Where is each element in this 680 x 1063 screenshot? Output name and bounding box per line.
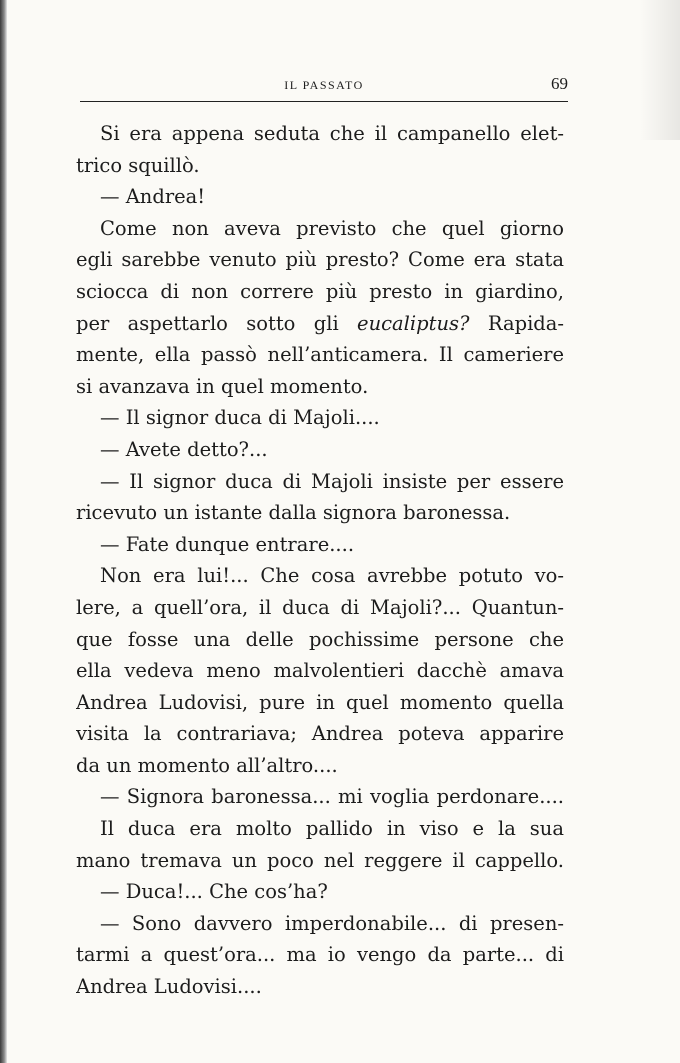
text-line: egli sarebbe venuto più presto? Come era stata bbox=[76, 248, 564, 272]
text-line: mano tremava un poco nel reggere il cappello. bbox=[76, 848, 564, 872]
text-line: trico squillò. bbox=[76, 153, 200, 177]
text-line: Andrea Ludovisi.... bbox=[76, 975, 262, 999]
text-segment: Rapida- bbox=[487, 311, 564, 335]
text-line: Il duca era molto pallido in viso e la sua bbox=[100, 817, 564, 841]
page-header bbox=[80, 70, 568, 100]
text-line: — Sono davvero imperdonabile... di presen- bbox=[100, 911, 564, 935]
text-line: si avanzava in quel momento. bbox=[76, 374, 369, 398]
text-line: — Il signor duca di Majoli.... bbox=[100, 406, 380, 430]
text-line: — Andrea! bbox=[100, 185, 206, 209]
text-line: da un momento all’altro.... bbox=[76, 753, 338, 777]
book-spine-shadow bbox=[0, 0, 7, 1063]
text-line: lere, a quell’ora, il duca di Majoli?... Quantun- bbox=[76, 595, 564, 619]
page-edge-shade bbox=[640, 0, 680, 140]
italic-word: eucaliptus? bbox=[357, 311, 470, 335]
text-line: ella vedeva meno malvolentieri dacchè amava bbox=[76, 659, 564, 683]
text-line: tarmi a quest’ora... ma io vengo da parte... di bbox=[76, 943, 564, 967]
header-rule bbox=[80, 101, 568, 102]
text-line-mixed bbox=[76, 308, 564, 340]
text-line: visita la contrariava; Andrea poteva apparire bbox=[76, 722, 564, 746]
text-line: — Il signor duca di Majoli insiste per essere bbox=[100, 469, 564, 493]
text-line: Non era lui!... Che cosa avrebbe potuto vo- bbox=[100, 564, 564, 588]
text-line: — Duca!... Che cos’ha? bbox=[100, 880, 328, 904]
text-line: que fosse una delle pochissime persone che bbox=[76, 627, 564, 651]
text-line: ricevuto un istante dalla signora baronessa. bbox=[76, 501, 511, 525]
page-number: 69 bbox=[551, 74, 568, 93]
text-line: — Avete detto?... bbox=[100, 437, 268, 461]
text-line: sciocca di non correre più presto in giardino, bbox=[76, 279, 564, 303]
running-title: IL PASSATO bbox=[284, 78, 364, 92]
text-line: mente, ella passò nell’anticamera. Il cameriere bbox=[76, 343, 564, 367]
text-line: Come non aveva previsto che quel giorno bbox=[100, 216, 564, 240]
text-line: Si era appena seduta che il campanello elet- bbox=[100, 122, 564, 145]
body-text bbox=[76, 118, 564, 1003]
text-segment: per aspettarlo sotto gli bbox=[76, 311, 339, 335]
text-line: — Fate dunque entrare.... bbox=[100, 532, 355, 556]
text-line: Andrea Ludovisi, pure in quel momento quella bbox=[76, 690, 564, 714]
text-line: — Signora baronessa... mi voglia perdonare.... bbox=[100, 785, 564, 809]
